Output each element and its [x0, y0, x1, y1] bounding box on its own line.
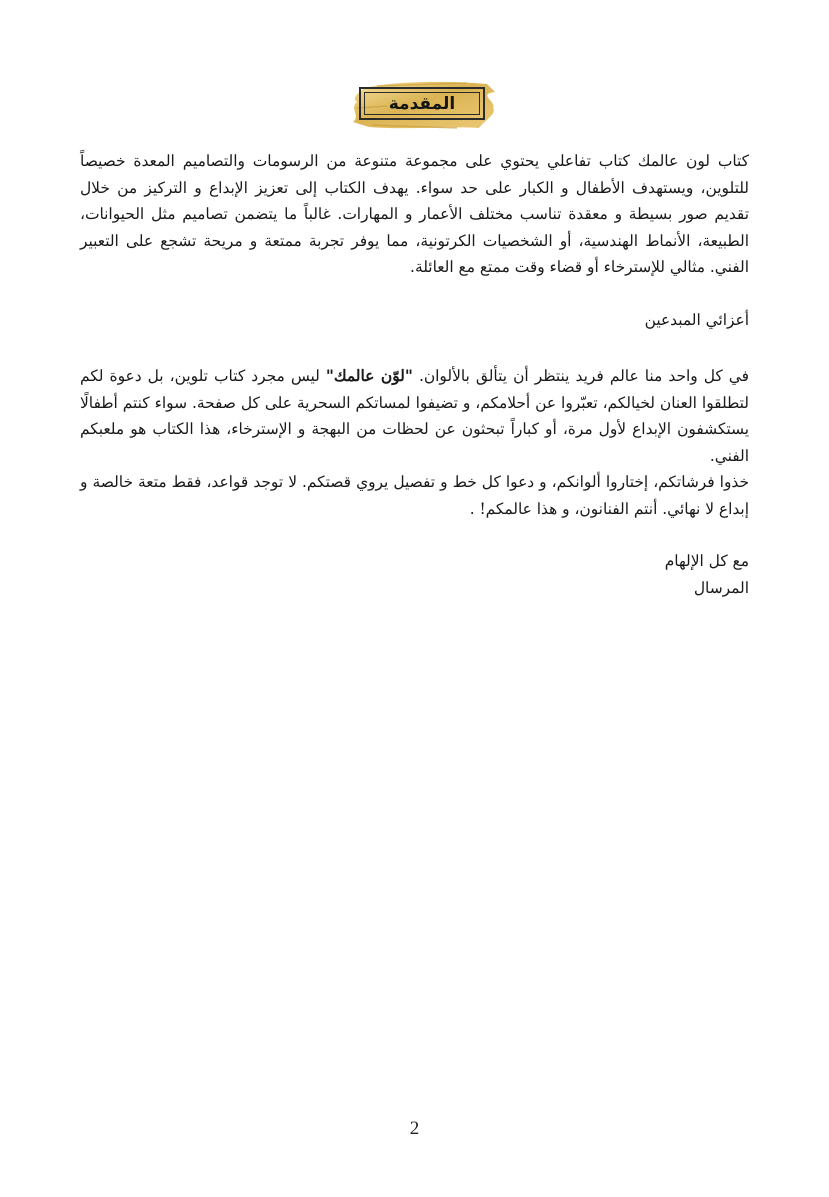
- closing-signature: المرسال: [693, 578, 749, 597]
- body-text-before: في كل واحد منا عالم فريد ينتظر أن يتألق بالألوان.: [412, 367, 749, 385]
- section-title-badge: [347, 78, 499, 132]
- intro-paragraph: كتاب لون عالمك كتاب تفاعلي يحتوي على مجموعة متنوعة من الرسومات والتصاميم المعدة خصيصاً للتلوين، ويستهدف الأطفال و الكبار على حد سواء. يهدف الكتاب إلى تعزيز الإبداع و التركيز من خلال تقديم صور بسيطة و معقدة تناسب مختلف الأعمار و المهارات. غالباً ما يتضمن تصاميم مثل الحيوانات، الطبيعة، الأنماط الهندسية، أو الشخصيات الكرتونية، مما يوفر تجربة ممتعة و مريحة تشجع على التعبير الفني. مثالي للإسترخاء أو قضاء وقت ممتع مع العائلة.: [80, 152, 749, 276]
- title-frame: [359, 87, 485, 120]
- greeting-line: أعزائي المبدعين: [644, 310, 749, 329]
- body-paragraph-1: [80, 363, 749, 469]
- closing-line-1: مع كل الإلهام: [664, 552, 749, 570]
- page-number: 2: [409, 1118, 420, 1139]
- document-body: [80, 148, 749, 601]
- body-text-after: ليس مجرد كتاب تلوين، بل دعوة لكم لتطلقوا العنان لخيالكم، تعبّروا عن أحلامكم، و تضيفوا لمساتكم السحرية على كل صفحة. سواء كنتم أطفالًا يستكشفون الإبداع لأول مرة، أو كباراً تبحثون عن لحظات من البهجة و الإسترخاء، هذا الكتاب هو ملعبكم الفني.: [80, 367, 749, 465]
- page-title: المقدمة: [388, 93, 456, 114]
- body-paragraph-2: خذوا فرشاتكم، إختاروا ألوانكم، و دعوا كل خط و تفصيل يروي قصتكم. لا توجد قواعد، فقط متعة خالصة و إبداع لا نهائي. أنتم الفنانون، و هذا عالمكم! .: [80, 473, 749, 518]
- book-title-bold: "لوّن عالمك": [325, 367, 413, 385]
